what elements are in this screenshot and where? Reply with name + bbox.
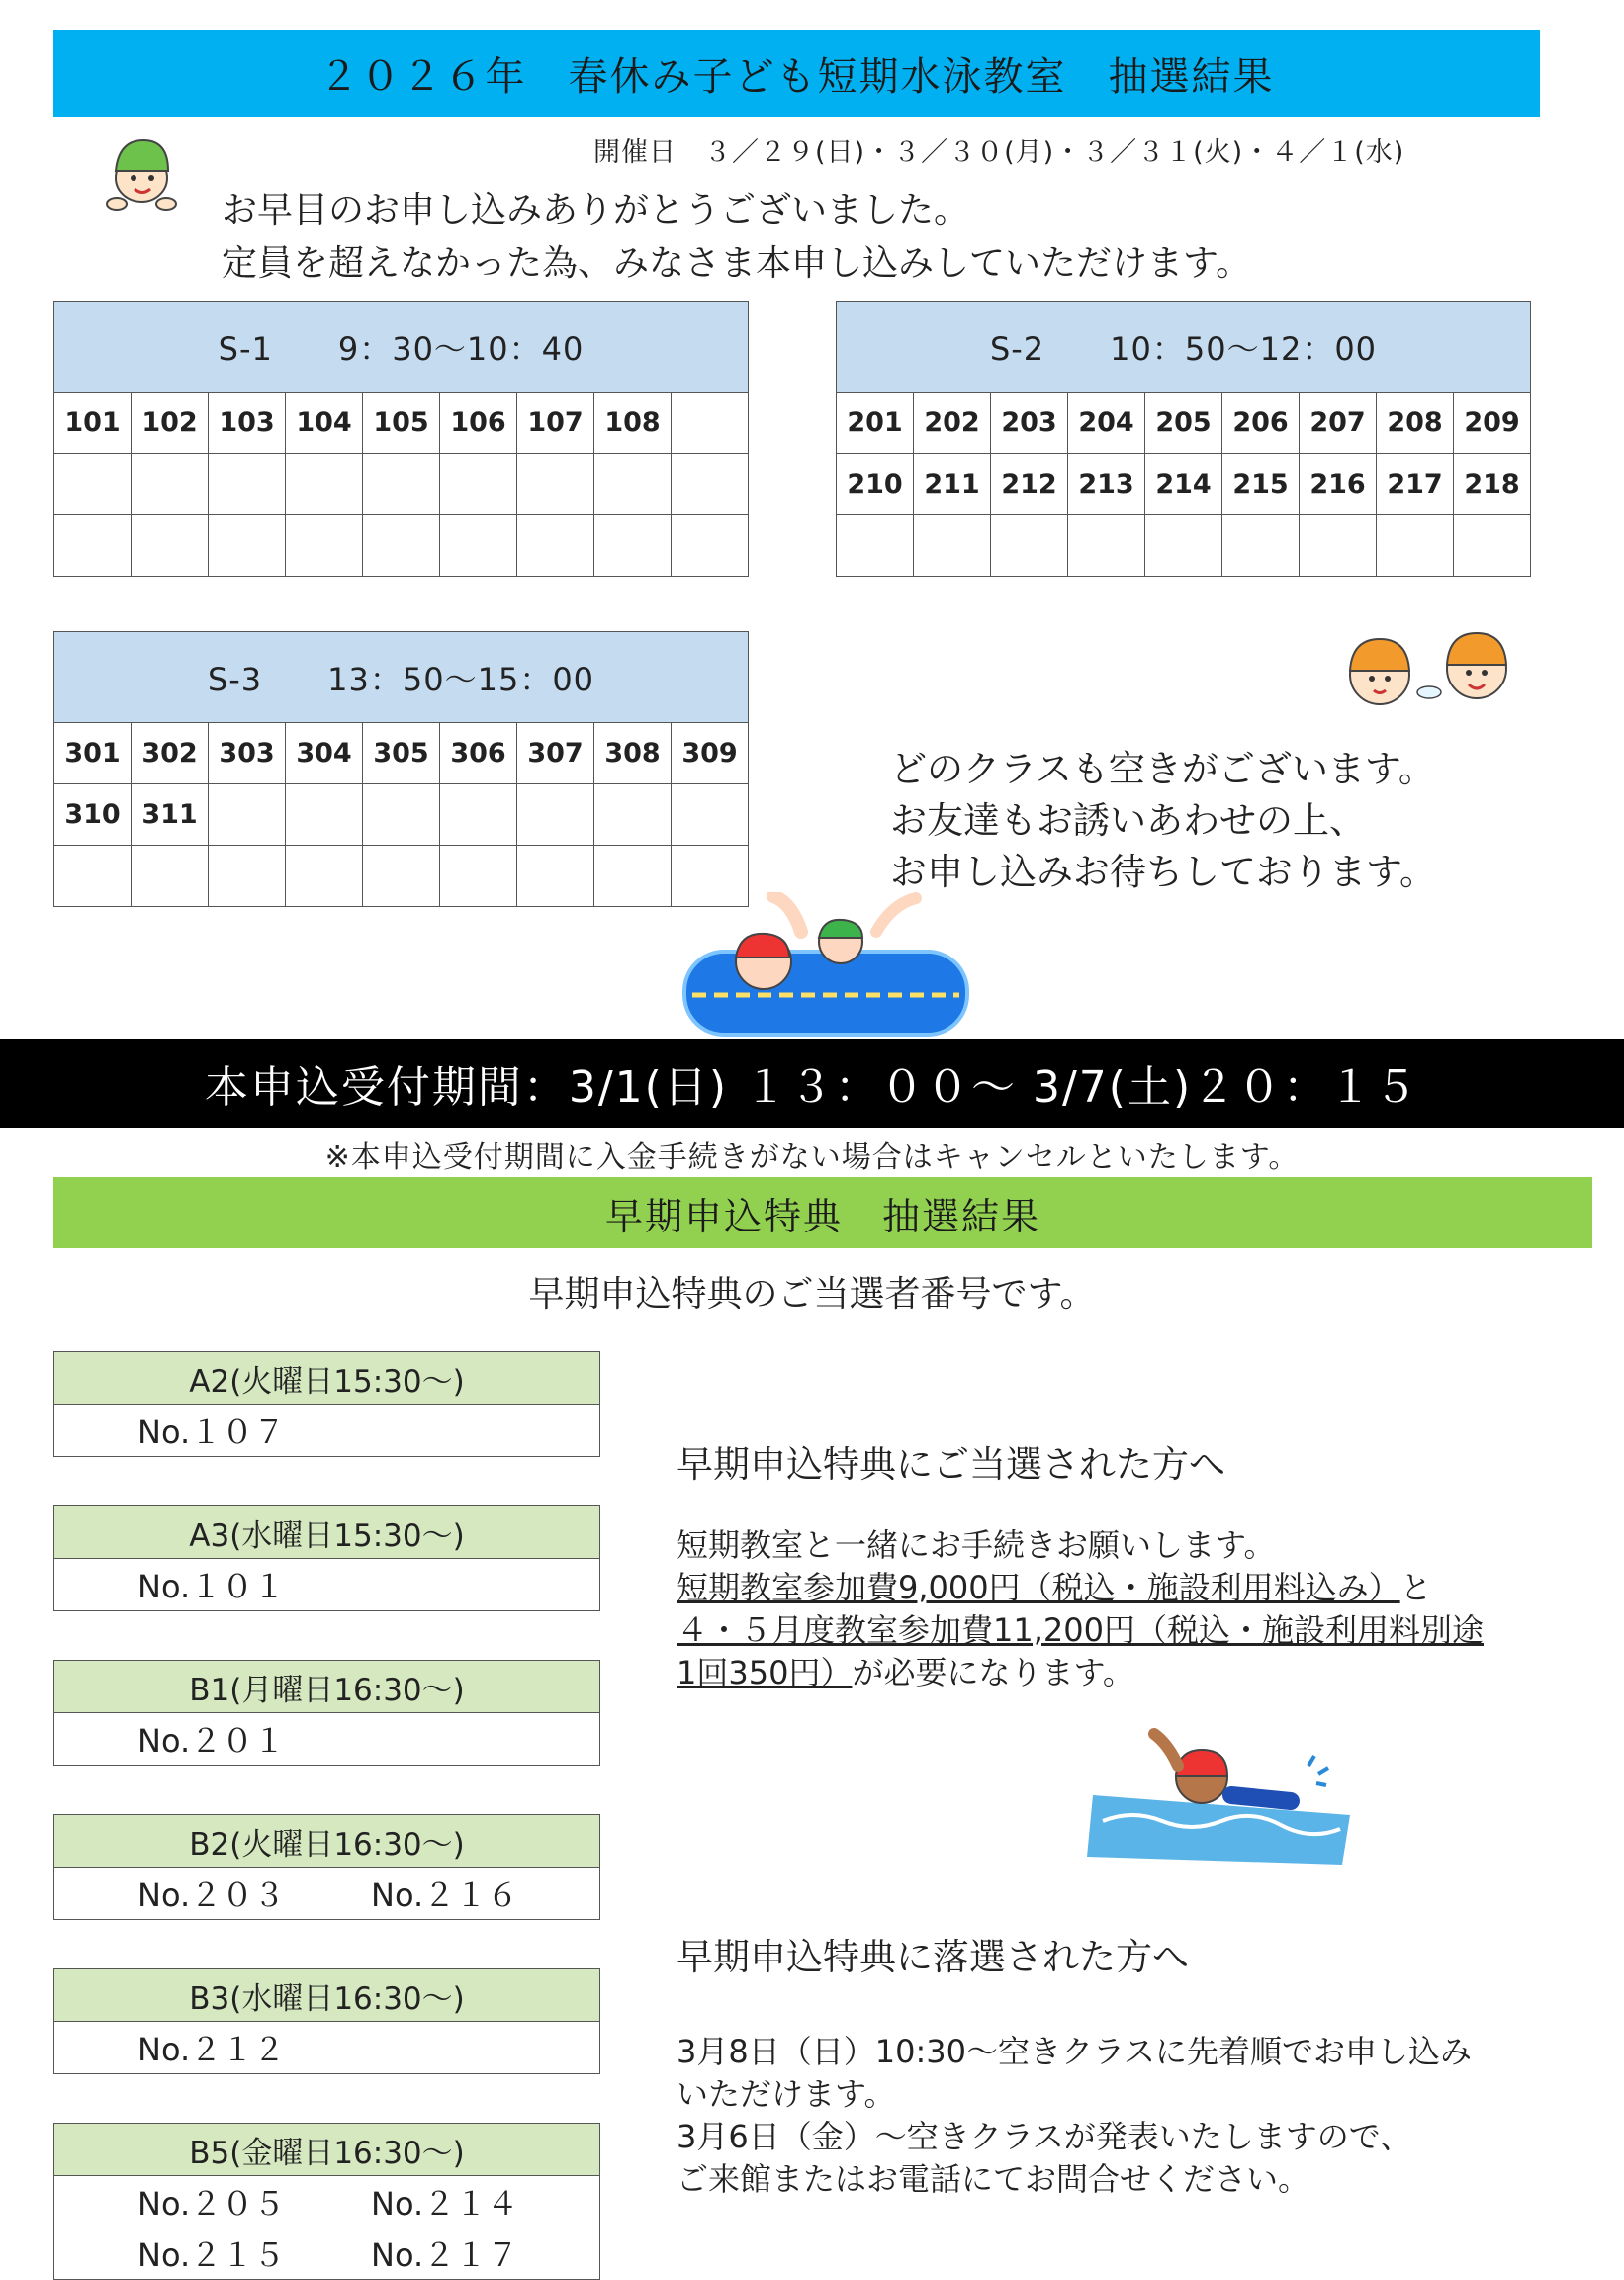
slot-cell: 105 bbox=[363, 393, 440, 454]
two-kids-illustration bbox=[1330, 623, 1528, 722]
vacancy-line-2: お友達もお誘いあわせの上、 bbox=[890, 799, 1366, 842]
slot-cell bbox=[991, 515, 1068, 577]
winners-line-2-tail: と bbox=[1399, 1569, 1432, 1606]
winners-instructions bbox=[677, 1524, 1484, 1694]
slot-cell bbox=[440, 846, 517, 907]
slot-cell bbox=[594, 784, 672, 846]
winner-number: No.２１７ bbox=[371, 2236, 519, 2274]
winner-number: No.２１５ bbox=[137, 2236, 286, 2274]
winner-number: No.２１２ bbox=[137, 2031, 286, 2068]
losers-line-3: 3月6日（金）～空きクラスが発表いたしますので、 bbox=[677, 2118, 1412, 2155]
winner-number: No.１０１ bbox=[137, 1568, 286, 1605]
slot-cell: 208 bbox=[1377, 393, 1454, 454]
class-name: B2(火曜日16:30～) bbox=[54, 1815, 599, 1868]
slot-cell bbox=[672, 784, 749, 846]
slot-cell bbox=[132, 454, 209, 515]
slot-cell bbox=[54, 515, 132, 577]
slot-cell bbox=[594, 515, 672, 577]
winner-row bbox=[54, 1559, 599, 1610]
event-dates: 開催日 ３／２９(日)・３／３０(月)・３／３１(火)・４／１(水) bbox=[593, 137, 1405, 168]
slot-cell bbox=[672, 393, 749, 454]
slot-cell bbox=[594, 454, 672, 515]
slot-cell bbox=[363, 846, 440, 907]
winner-row bbox=[54, 1713, 599, 1765]
winner-number: No.２１６ bbox=[371, 1876, 519, 1914]
winner-number: No.１０７ bbox=[137, 1414, 286, 1451]
slot-cell bbox=[1377, 515, 1454, 577]
winners-line-1: 短期教室と一緒にお手続きお願いします。 bbox=[677, 1526, 1276, 1564]
slot-cell: 101 bbox=[54, 393, 132, 454]
class-b1-box bbox=[53, 1660, 600, 1766]
slot-cell: 212 bbox=[991, 454, 1068, 515]
slot-cell: 203 bbox=[991, 393, 1068, 454]
slot-cell bbox=[286, 454, 363, 515]
losers-line-2: いただけます。 bbox=[677, 2075, 896, 2113]
winner-row bbox=[54, 2176, 599, 2228]
slot-cell: 305 bbox=[363, 723, 440, 784]
slot-cell bbox=[837, 515, 914, 577]
vacancy-line-3: お申し込みお待ちしております。 bbox=[890, 851, 1437, 893]
slot-cell bbox=[517, 846, 594, 907]
intro-message bbox=[222, 184, 1251, 291]
slot-cell bbox=[440, 784, 517, 846]
losers-line-4: ご来館またはお電話にてお問合せください。 bbox=[677, 2160, 1310, 2198]
slot-cell: 206 bbox=[1222, 393, 1300, 454]
winner-number: No.２０３ bbox=[137, 1876, 286, 1914]
application-period: 本申込受付期間：3/1(日) １３：００～ 3/7(土)２０：１５ bbox=[204, 1062, 1420, 1113]
winner-row bbox=[54, 2022, 599, 2073]
class-name: B1(月曜日16:30～) bbox=[54, 1661, 599, 1713]
facility-fee: 1回350円） bbox=[677, 1654, 853, 1691]
slot-cell: 202 bbox=[914, 393, 991, 454]
session-title: S-3 13：50～15：00 bbox=[54, 632, 749, 723]
winner-intro: 早期申込特典のご当選者番号です。 bbox=[528, 1274, 1096, 1315]
session-title: S-2 10：50～12：00 bbox=[837, 302, 1531, 393]
slot-cell: 215 bbox=[1222, 454, 1300, 515]
slot-cell: 205 bbox=[1145, 393, 1222, 454]
slot-cell: 209 bbox=[1454, 393, 1531, 454]
session-table-s2 bbox=[836, 301, 1531, 577]
swimmers-pool-illustration bbox=[682, 892, 969, 1039]
losers-instructions bbox=[677, 2031, 1472, 2201]
page-title: ２０２６年 春休み子ども短期水泳教室 抽選結果 bbox=[318, 53, 1275, 100]
winners-line-2 bbox=[677, 1567, 1484, 1609]
slot-cell bbox=[132, 846, 209, 907]
winner-number: No.２１４ bbox=[371, 2185, 519, 2223]
slot-cell bbox=[286, 784, 363, 846]
losers-line-1: 3月8日（日）10:30～空きクラスに先着順でお申し込み bbox=[677, 2033, 1472, 2070]
slot-cell: 308 bbox=[594, 723, 672, 784]
winner-row bbox=[54, 1868, 599, 1919]
slot-cell bbox=[672, 454, 749, 515]
slot-cell: 302 bbox=[132, 723, 209, 784]
class-b2-box bbox=[53, 1814, 600, 1920]
slot-cell bbox=[54, 846, 132, 907]
slot-cell bbox=[54, 454, 132, 515]
slot-cell: 309 bbox=[672, 723, 749, 784]
early-bonus-title: 早期申込特典 抽選結果 bbox=[604, 1194, 1040, 1238]
slot-cell bbox=[672, 515, 749, 577]
slot-cell: 213 bbox=[1068, 454, 1145, 515]
slot-cell: 307 bbox=[517, 723, 594, 784]
slot-cell bbox=[1454, 515, 1531, 577]
slot-cell bbox=[1222, 515, 1300, 577]
slot-cell: 210 bbox=[837, 454, 914, 515]
slot-cell bbox=[209, 454, 286, 515]
slot-cell bbox=[517, 515, 594, 577]
slot-cell bbox=[517, 454, 594, 515]
slot-cell bbox=[286, 515, 363, 577]
cancel-note: ※本申込受付期間に入金手続きがない場合はキャンセルといたします。 bbox=[324, 1140, 1300, 1175]
losers-section-title: 早期申込特典に落選された方へ bbox=[677, 1936, 1189, 1978]
slot-cell bbox=[594, 846, 672, 907]
slot-cell bbox=[286, 846, 363, 907]
slot-cell bbox=[209, 846, 286, 907]
class-name: A2(火曜日15:30～) bbox=[54, 1352, 599, 1405]
swimmer-illustration bbox=[1083, 1726, 1360, 1874]
slot-cell: 103 bbox=[209, 393, 286, 454]
class-a2-box bbox=[53, 1351, 600, 1457]
winner-row bbox=[54, 1405, 599, 1456]
slot-cell: 301 bbox=[54, 723, 132, 784]
slot-cell bbox=[440, 454, 517, 515]
slot-cell bbox=[1068, 515, 1145, 577]
swimmer-kid-illustration bbox=[97, 127, 186, 216]
slot-cell: 108 bbox=[594, 393, 672, 454]
slot-cell: 207 bbox=[1300, 393, 1377, 454]
slot-cell bbox=[363, 515, 440, 577]
application-period-bar bbox=[0, 1039, 1624, 1128]
intro-line-2: 定員を超えなかった為、みなさま本申し込みしていただけます。 bbox=[222, 243, 1252, 284]
vacancy-message bbox=[890, 744, 1436, 898]
slot-cell: 102 bbox=[132, 393, 209, 454]
class-name: B5(金曜日16:30～) bbox=[54, 2124, 599, 2176]
slot-cell: 218 bbox=[1454, 454, 1531, 515]
title-banner bbox=[53, 30, 1540, 117]
class-b3-box bbox=[53, 1968, 600, 2074]
slot-cell bbox=[440, 515, 517, 577]
monthly-course-fee: ４・５月度教室参加費11,200円（税込・施設利用料別途 bbox=[677, 1611, 1484, 1649]
slot-cell bbox=[1145, 515, 1222, 577]
winners-line-4-tail: が必要になります。 bbox=[852, 1654, 1134, 1691]
slot-cell bbox=[1300, 515, 1377, 577]
winners-section-title: 早期申込特典にご当選された方へ bbox=[677, 1443, 1225, 1486]
slot-cell: 306 bbox=[440, 723, 517, 784]
slot-cell bbox=[517, 784, 594, 846]
class-b5-box bbox=[53, 2123, 600, 2280]
slot-cell: 201 bbox=[837, 393, 914, 454]
slot-cell: 303 bbox=[209, 723, 286, 784]
slot-cell: 211 bbox=[914, 454, 991, 515]
class-a3-box bbox=[53, 1505, 600, 1611]
session-title: S-1 9：30～10：40 bbox=[54, 302, 749, 393]
slot-cell bbox=[363, 784, 440, 846]
winner-row bbox=[54, 2228, 599, 2279]
session-table-s1 bbox=[53, 301, 749, 577]
slot-cell: 204 bbox=[1068, 393, 1145, 454]
vacancy-line-1: どのクラスも空きがございます。 bbox=[890, 748, 1435, 790]
slot-cell bbox=[914, 515, 991, 577]
slot-cell bbox=[209, 784, 286, 846]
slot-cell: 304 bbox=[286, 723, 363, 784]
slot-cell: 104 bbox=[286, 393, 363, 454]
slot-cell bbox=[132, 515, 209, 577]
winners-line-4 bbox=[677, 1652, 1484, 1694]
winner-number: No.２０５ bbox=[137, 2185, 286, 2223]
intro-line-1: お早目のお申し込みありがとうございました。 bbox=[222, 190, 970, 230]
slot-cell bbox=[209, 515, 286, 577]
slot-cell: 217 bbox=[1377, 454, 1454, 515]
class-name: A3(水曜日15:30～) bbox=[54, 1506, 599, 1559]
slot-cell: 106 bbox=[440, 393, 517, 454]
session-table-s3 bbox=[53, 631, 749, 907]
slot-cell: 107 bbox=[517, 393, 594, 454]
class-name: B3(水曜日16:30～) bbox=[54, 1969, 599, 2022]
slot-cell: 214 bbox=[1145, 454, 1222, 515]
slot-cell: 310 bbox=[54, 784, 132, 846]
slot-cell: 311 bbox=[132, 784, 209, 846]
slot-cell: 216 bbox=[1300, 454, 1377, 515]
early-bonus-banner bbox=[53, 1177, 1592, 1248]
slot-cell bbox=[363, 454, 440, 515]
short-course-fee: 短期教室参加費9,000円（税込・施設利用料込み） bbox=[677, 1569, 1400, 1606]
winner-number: No.２０１ bbox=[137, 1722, 286, 1760]
